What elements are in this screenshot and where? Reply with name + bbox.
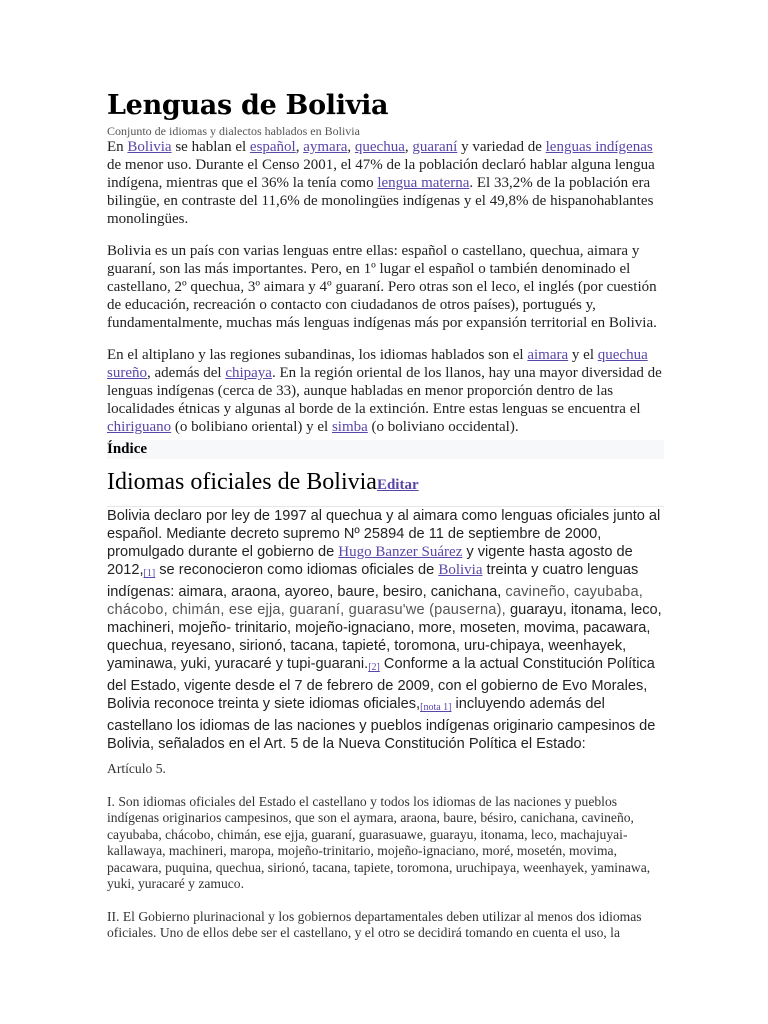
- link-quechua-sureno[interactable]: quechua sureño: [107, 347, 648, 381]
- link-chipaya[interactable]: chipaya: [225, 365, 272, 381]
- official-languages-paragraph: [107, 507, 664, 753]
- text-run: treinta y cuatro lenguas indígenas: aimara, araona, ayoreo, baure, besiro, canichana,: [107, 562, 639, 600]
- text-run: En el altiplano y las regiones subandinas, los idiomas hablados son el: [107, 347, 528, 363]
- text-run: (o boliviano occidental).: [367, 419, 519, 435]
- section-heading: [107, 467, 664, 507]
- text-run: cavineño, cayubaba, chácobo, chimán, ese ejja, guaraní, guarasu'we (pauserna),: [107, 584, 644, 618]
- text-run: ,: [295, 139, 304, 155]
- link-bolivia[interactable]: Bolivia: [127, 139, 172, 155]
- link-espanol[interactable]: español: [249, 139, 296, 155]
- text-run: se hablan el: [171, 139, 250, 155]
- page-title: Lenguas de Bolivia: [107, 90, 389, 121]
- text-run: Bolivia declaro por ley de 1997 al quechua y al aimara como lenguas oficiales junto al español. Mediante decreto supremo Nº 25894 de 11 de septiembre de 2000, promulgado durante el gobierno de: [107, 508, 661, 560]
- text-run: guarayu, itonama, leco, machineri, mojeño- trinitario, mojeño-ignaciano, more, moseten, movima, pacawara, quechua, reyesano, sirionó, tacana, tapieté, toromona, uru-chipaya, weenhayek, yaminawa, yuki, yuracaré y tupi-guarani.: [107, 602, 662, 672]
- link-lenguas-indigenas[interactable]: lenguas indígenas: [545, 139, 653, 155]
- link-aimara[interactable]: aimara: [527, 347, 569, 363]
- link-chiriguano[interactable]: chiriguano: [107, 419, 172, 435]
- text-run: y el: [568, 347, 598, 363]
- page-subtitle: Conjunto de idiomas y dialectos hablados en Bolivia: [107, 124, 360, 138]
- text-run: se reconocieron como idiomas oficiales de: [155, 562, 439, 578]
- link-bolivia-2[interactable]: Bolivia: [438, 562, 483, 578]
- text-run: incluyendo además del castellano los idiomas de las naciones y pueblos indígenas originario campesinos de Bolivia, señalados en el Art. 5 de la Nueva Constitución Política el Estado:: [107, 696, 656, 752]
- text-run: (o bolibiano oriental) y el: [171, 419, 332, 435]
- text-run: ,: [347, 139, 355, 155]
- edit-section-link[interactable]: Editar: [376, 477, 419, 493]
- text-run: . En la región oriental de los llanos, hay una mayor diversidad de lenguas indígenas (cerca de 33), aunque habladas en menor proporción dentro de las localidades étnicas y algunas al borde de la extinción. Entre estas lenguas se encuentra el: [107, 365, 662, 417]
- link-aymara[interactable]: aymara: [303, 139, 348, 155]
- text-run: y vigente hasta agosto de 2012,: [107, 544, 633, 578]
- text-run: . El 33,2% de la población era bilingüe, en contraste del 11,6% de monolingües indígenas y el 49,8% de hispanohablantes monolingües.: [107, 175, 654, 227]
- text-run: y variedad de: [457, 139, 546, 155]
- link-guarani[interactable]: guaraní: [412, 139, 458, 155]
- text-run: ,: [404, 139, 413, 155]
- reference-2[interactable]: [2]: [368, 662, 380, 673]
- intro-paragraph: [107, 138, 664, 228]
- article-label: Artículo 5.: [107, 761, 166, 776]
- link-simba[interactable]: simba: [331, 419, 368, 435]
- text-run: En: [107, 139, 128, 155]
- section-title: Idiomas oficiales de Bolivia: [107, 469, 377, 495]
- text-run: Conforme a la actual Constitución Política del Estado, vigente desde el 7 de febrero de 2009, con el gobierno de Evo Morales, Bolivia reconoce treinta y siete idiomas oficiales,: [107, 656, 655, 712]
- article-clause-2: II. El Gobierno plurinacional y los gobiernos departamentales deben utilizar al menos dos idiomas oficiales. Uno de ellos debe ser el castellano, y el otro se decidirá tomando en cuenta el uso, la: [107, 908, 642, 940]
- table-of-contents-toggle[interactable]: Índice: [107, 440, 664, 459]
- article: [107, 88, 664, 958]
- reference-1[interactable]: [1]: [143, 568, 156, 579]
- text-run: , además del: [147, 365, 226, 381]
- regions-paragraph: [107, 346, 664, 436]
- article-clause-1: I. Son idiomas oficiales del Estado el castellano y todos los idiomas de las naciones y pueblos indígenas originarios campesinos, que son el aymara, araona, baure, bésiro, canichana, cavineño, cayubaba, chácobo, chimán, ese ejja, guaraní, guarasuawe, guarayu, itonama, leco, machajuyai-kallawaya, machineri, maropa, mojeño-trinitario, mojeño-ignaciano, moré, mosetén, movima, pacawara, puquina, quechua, sirionó, tacana, tapiete, toromona, uruchipaya, weenhayek, yaminawa, yuki, yuracaré y zamuco.: [107, 793, 651, 891]
- link-hugo-banzer[interactable]: Hugo Banzer Suárez: [338, 544, 463, 560]
- text-run: de menor uso. Durante el Censo 2001, el 47% de la población declaró hablar alguna lengua indígena, mientras que el 36% la tenía como: [107, 157, 655, 191]
- link-lengua-materna[interactable]: lengua materna: [377, 175, 470, 191]
- reference-nota-1[interactable]: [nota 1]: [420, 702, 452, 713]
- languages-paragraph: Bolivia es un país con varias lenguas entre ellas: español o castellano, quechua, aimara y guaraní, son las más importantes. Pero, en 1º lugar el español o también denominado el castellano, 2º quechua, 3º aimara y 4º guaraní. Pero otras son el leco, el inglés (por cuestión de educación, recreación o contacto con ciudadanos de otros países), portugués y, fundamentalmente, muchas más lenguas indígenas más por expansión territorial en Bolivia.: [107, 243, 657, 331]
- link-quechua[interactable]: quechua: [354, 139, 405, 155]
